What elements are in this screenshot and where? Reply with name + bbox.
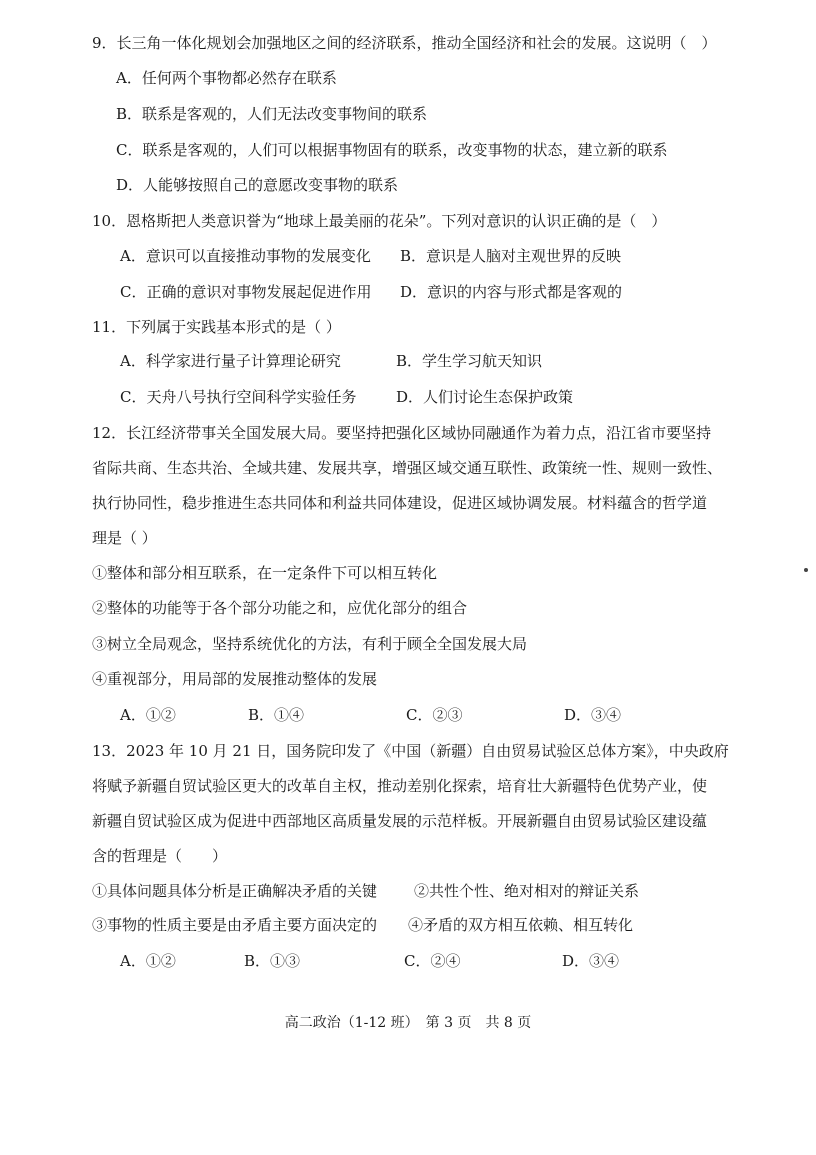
q13-item-3: ③事物的性质主要是由矛盾主要方面决定的 [92,916,378,934]
q12-item-2: ②整体的功能等于各个部分功能之和，应优化部分的组合 [92,599,468,617]
q11-option-b: B．学生学习航天知识 [396,352,543,370]
q13-option-a: A．①② [120,952,176,970]
q10-stem: 10．恩格斯把人类意识誉为“地球上最美丽的花朵”。下列对意识的认识正确的是（ ） [92,212,667,230]
q12-option-a: A．①② [120,706,176,724]
q9-option-c: C．联系是客观的，人们可以根据事物固有的联系，改变事物的状态，建立新的联系 [116,141,668,159]
q13-stem-line-2: 将赋予新疆自贸试验区更大的改革自主权，推动差别化探索，培育壮大新疆特色优势产业，使 [92,777,708,795]
q12-item-3: ③树立全局观念，坚持系统优化的方法，有利于顾全全国发展大局 [92,635,528,653]
q10-option-b: B．意识是人脑对主观世界的反映 [400,247,622,265]
page-footer: 高二政治（1-12 班） 第 3 页 共 8 页 [284,1015,532,1031]
q11-option-d: D．人们讨论生态保护政策 [396,388,574,406]
q10-option-d: D．意识的内容与形式都是客观的 [400,283,623,301]
q12-stem-line-2: 省际共商、生态共治、全域共建、发展共享，增强区域交通互联性、政策统一性、规则一致性、 [92,459,723,477]
q12-option-d: D．③④ [564,706,622,724]
q9-option-b: B．联系是客观的，人们无法改变事物间的联系 [116,105,428,123]
q11-option-a: A．科学家进行量子计算理论研究 [120,352,341,370]
scan-speck [804,568,808,572]
q13-stem-line-3: 新疆自贸试验区成为促进中西部地区高质量发展的示范样板。开展新疆自由贸易试验区建设蕴 [92,812,708,830]
q12-item-1: ①整体和部分相互联系，在一定条件下可以相互转化 [92,564,438,582]
q13-option-d: D．③④ [562,952,620,970]
q12-option-c: C．②③ [406,706,463,724]
q12-stem-line-4: 理是（ ） [92,529,157,547]
q9-option-a: A．任何两个事物都必然存在联系 [116,69,337,87]
q10-option-c: C．正确的意识对事物发展起促进作用 [120,283,372,301]
q13-item-2: ②共性个性、绝对相对的辩证关系 [414,882,640,900]
q10-option-a: A．意识可以直接推动事物的发展变化 [120,247,371,265]
q12-stem-line-3: 执行协同性，稳步推进生态共同体和利益共同体建设，促进区域协调发展。材料蕴含的哲学道 [92,494,708,512]
q13-item-1: ①具体问题具体分析是正确解决矛盾的关键 [92,882,378,900]
q11-option-c: C．天舟八号执行空间科学实验任务 [120,388,357,406]
q12-option-b: B．①④ [248,706,305,724]
q9-stem: 9．长三角一体化规划会加强地区之间的经济联系，推动全国经济和社会的发展。这说明（ ） [92,34,717,52]
q13-item-4: ④矛盾的双方相互依赖、相互转化 [408,916,634,934]
q13-option-b: B．①③ [244,952,301,970]
q13-stem-line-1: 13．2023 年 10 月 21 日，国务院印发了《中国（新疆）自由贸易试验区总体方案》，中央政府 [92,742,729,760]
q9-option-d: D．人能够按照自己的意愿改变事物的联系 [116,176,399,194]
q12-item-4: ④重视部分，用局部的发展推动整体的发展 [92,670,378,688]
q13-option-c: C．②④ [404,952,461,970]
q12-stem-line-1: 12．长江经济带事关全国发展大局。要坚持把强化区域协同融通作为着力点，沿江省市要坚持 [92,424,712,442]
q11-stem: 11．下列属于实践基本形式的是（ ） [92,318,341,336]
q13-stem-line-4: 含的哲理是（ ） [92,847,228,865]
